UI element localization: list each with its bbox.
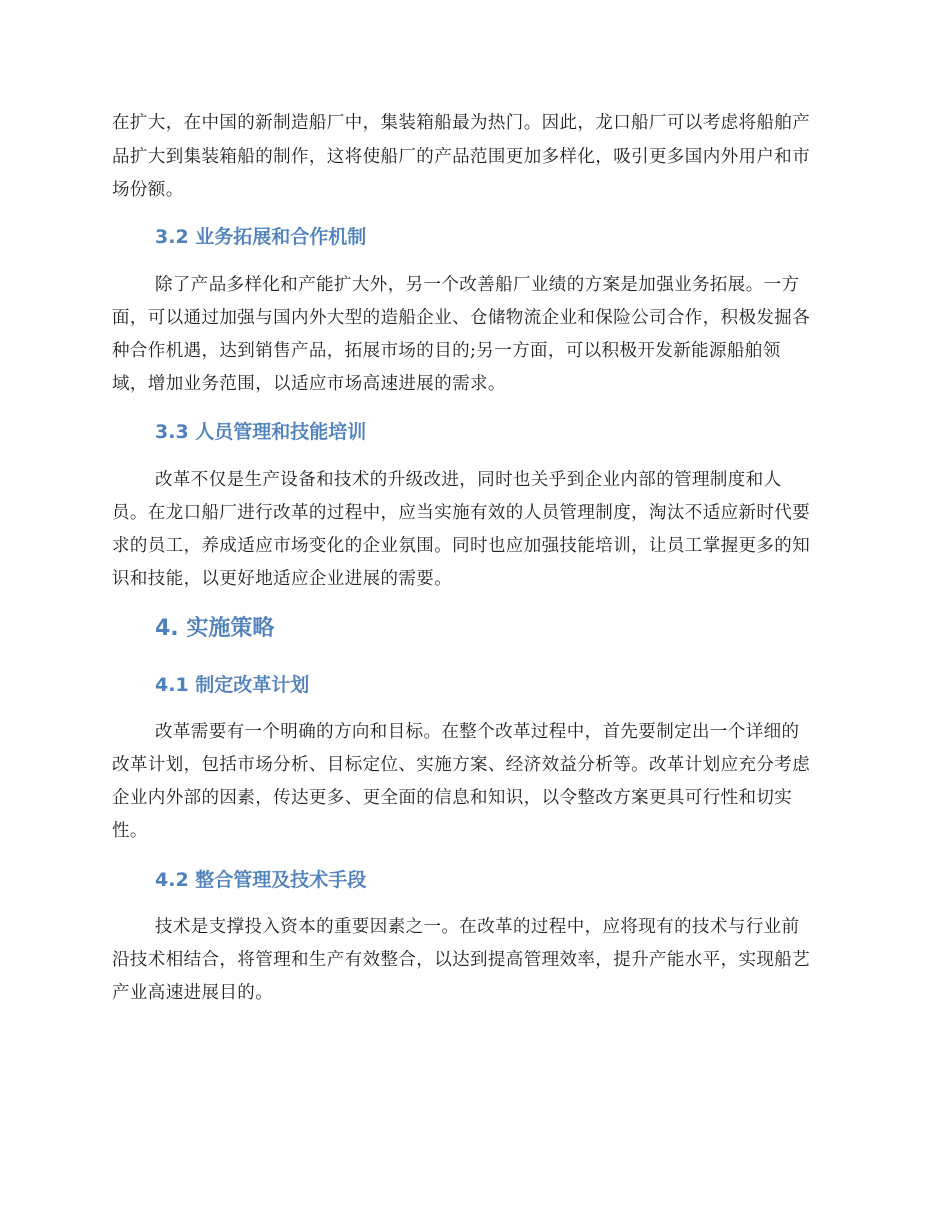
section-heading-3-3: 3.3 人员管理和技能培训 <box>155 421 367 443</box>
section-heading-4-1: 4.1 制定改革计划 <box>155 674 310 696</box>
paragraph-line: 技术是支撑投入资本的重要因素之一。在改革的过程中，应将现有的技术与行业前 <box>155 917 800 937</box>
chapter-heading-4: 4. 实施策略 <box>155 616 275 641</box>
paragraph-line: 企业内外部的因素，传达更多、更全面的信息和知识，以令整改方案更具可行性和切实 <box>112 788 793 808</box>
paragraph-line: 求的员工，养成适应市场变化的企业氛围。同时也应加强技能培训，让员工掌握更多的知 <box>112 536 811 556</box>
paragraph-line: 识和技能，以更好地适应企业进展的需要。 <box>112 569 453 589</box>
section-heading-3-2: 3.2 业务拓展和合作机制 <box>155 226 367 248</box>
paragraph-line: 改革需要有一个明确的方向和目标。在整个改革过程中，首先要制定出一个详细的 <box>155 722 800 742</box>
paragraph-line: 沿技术相结合，将管理和生产有效整合，以达到提高管理效率，提升产能水平，实现船艺 <box>112 950 811 970</box>
paragraph-line: 面，可以通过加强与国内外大型的造船企业、仓储物流企业和保险公司合作，积极发掘各 <box>112 308 811 328</box>
paragraph-line: 改革不仅是生产设备和技术的升级改进，同时也关乎到企业内部的管理制度和人 <box>155 470 782 490</box>
paragraph-line: 改革计划，包括市场分析、目标定位、实施方案、经济效益分析等。改革计划应充分考虑 <box>112 755 811 775</box>
paragraph-line: 性。 <box>112 821 148 841</box>
paragraph-line: 场份额。 <box>112 180 184 200</box>
paragraph-line: 种合作机遇，达到销售产品，拓展市场的目的;另一方面，可以积极开发新能源船舶领 <box>112 341 781 361</box>
paragraph-line: 产业高速进展目的。 <box>112 983 274 1003</box>
paragraph-line: 品扩大到集装箱船的制作，这将使船厂的产品范围更加多样化，吸引更多国内外用户和市 <box>112 147 811 167</box>
paragraph-line: 除了产品多样化和产能扩大外，另一个改善船厂业绩的方案是加强业务拓展。一方 <box>155 275 800 295</box>
paragraph-line: 员。在龙口船厂进行改革的过程中，应当实施有效的人员管理制度，淘汰不适应新时代要 <box>112 503 811 523</box>
paragraph-line: 域，增加业务范围，以适应市场高速进展的需求。 <box>112 374 506 394</box>
section-heading-4-2: 4.2 整合管理及技术手段 <box>155 869 367 891</box>
paragraph-line: 在扩大，在中国的新制造船厂中，集装箱船最为热门。因此，龙口船厂可以考虑将船舶产 <box>112 113 811 133</box>
